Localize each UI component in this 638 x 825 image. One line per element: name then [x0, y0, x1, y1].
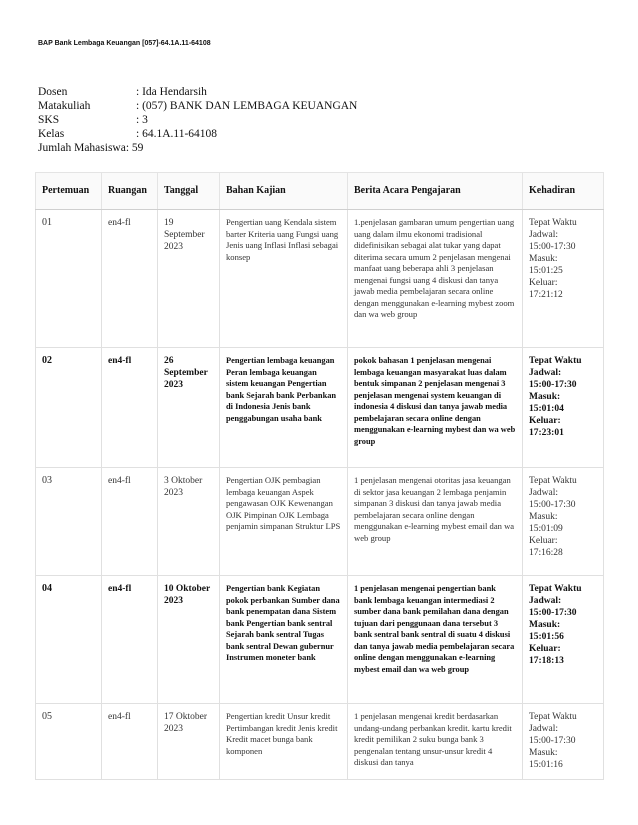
- table-row: [36, 348, 604, 468]
- cell-bahan-kajian: Pengertian kredit Unsur kredit Pertimbangan kredit Jenis kredit Kredit macet bunga bank komponen: [220, 704, 348, 780]
- cell-tanggal: 10 Oktober 2023: [158, 576, 220, 704]
- kehadiran-jadwal-value: 15:00-17:30: [529, 736, 576, 746]
- kehadiran-status: Tepat Waktu: [529, 218, 577, 228]
- table-row: [36, 576, 604, 704]
- cell-berita-acara: [348, 576, 523, 704]
- cell-kehadiran: [523, 468, 604, 576]
- meta-label: Kelas: [38, 128, 65, 140]
- cell-ruangan: en4-fl: [102, 576, 158, 704]
- cell-kehadiran: [523, 210, 604, 348]
- cell-berita-acara: 1.penjelasan gambaran umum pengertian uang uang dalam ilmu ekonomi tradisional didefinisikan sebagai alat tukar yang dapat diterima secara umum 2 penjelasan mengenai manfaat uang beberapa ahli 3 penjelasan mengenai fungsi uang 4 diskusi dan tanya jawab media pembelajaran secara online dengan menggunakan e-learning mybest zoom dan wa web group: [348, 210, 523, 348]
- kehadiran-keluar-value: 17:23:01: [529, 428, 564, 438]
- kehadiran-keluar-value: 17:21:12: [529, 290, 563, 300]
- table-row: [36, 704, 604, 780]
- kehadiran-jadwal-label: Jadwal:: [529, 488, 559, 498]
- kehadiran-keluar-label: Keluar:: [529, 536, 558, 546]
- kehadiran-keluar-label: Keluar:: [529, 644, 561, 654]
- kehadiran-masuk-label: Masuk:: [529, 254, 558, 264]
- attendance-table: [35, 172, 604, 780]
- cell-bahan-kajian: Pengertian OJK pembagian lembaga keuangan Aspek pengawasan OJK Kewenangan OJK Pimpinan OJK Lembaga penjamin simpanan Struktur LPS: [220, 468, 348, 576]
- cell-ruangan: en4-fl: [102, 210, 158, 348]
- kehadiran-masuk-value: 15:01:16: [529, 760, 563, 770]
- cell-pertemuan: 04: [36, 576, 102, 704]
- bahan-text: Pengertian bank Kegiatan pokok perbankan Sumber dana bank penempatan dana Sistem bank Pengertian bank sentral Sejarah bank sentral Tugas bank sentral Dewan gubernur Instrumen moneter bank: [226, 584, 340, 662]
- cell-ruangan: en4-fl: [102, 348, 158, 468]
- kehadiran-masuk-value: 15:01:09: [529, 524, 563, 534]
- kehadiran-masuk-label: Masuk:: [529, 748, 558, 758]
- column-header-berita-acara: Berita Acara Pengajaran: [348, 173, 523, 210]
- kehadiran-masuk-label: Masuk:: [529, 392, 561, 402]
- meta-row-dosen: [38, 85, 357, 99]
- kehadiran-masuk-label: Masuk:: [529, 620, 561, 630]
- table-header-row: [36, 173, 604, 210]
- kehadiran-status: Tepat Waktu: [529, 356, 582, 366]
- kehadiran-keluar-value: 17:16:28: [529, 548, 563, 558]
- kehadiran-keluar-label: Keluar:: [529, 416, 561, 426]
- meta-value: : 59: [125, 142, 144, 154]
- cell-pertemuan: 03: [36, 468, 102, 576]
- cell-berita-acara: 1 penjelasan mengenai kredit berdasarkan undang-undang perbankan kredit. kartu kredit kredit pemilikan 2 suku bunga bank 3 pengenalan tentang unsur-unsur kredit 4 diskusi dan tanya: [348, 704, 523, 780]
- cell-pertemuan: 05: [36, 704, 102, 780]
- cell-kehadiran: [523, 348, 604, 468]
- column-header-tanggal: Tanggal: [158, 173, 220, 210]
- meta-row-sks: [38, 113, 357, 127]
- kehadiran-jadwal-label: Jadwal:: [529, 368, 562, 378]
- meta-row-kelas: [38, 127, 357, 141]
- kehadiran-masuk-value: 15:01:04: [529, 404, 564, 414]
- table-row: [36, 210, 604, 348]
- kehadiran-jadwal-value: 15:00-17:30: [529, 242, 576, 252]
- kehadiran-masuk-value: 15:01:56: [529, 632, 564, 642]
- document-header: BAP Bank Lembaga Keuangan [057]-64.1A.11-64108: [38, 40, 211, 47]
- column-header-kehadiran: Kehadiran: [523, 173, 604, 210]
- kehadiran-masuk-label: Masuk:: [529, 512, 558, 522]
- course-info: [38, 85, 357, 155]
- meta-value: : Ida Hendarsih: [136, 86, 207, 98]
- cell-tanggal: 19 September 2023: [158, 210, 220, 348]
- kehadiran-jadwal-value: 15:00-17:30: [529, 608, 577, 618]
- cell-ruangan: en4-fl: [102, 468, 158, 576]
- column-header-ruangan: Ruangan: [102, 173, 158, 210]
- cell-bahan-kajian: Pengertian uang Kendala sistem barter Kriteria uang Fungsi uang Jenis uang Inflasi Inflasi sebagai konsep: [220, 210, 348, 348]
- meta-row-jumlah-mahasiswa: [38, 141, 357, 155]
- cell-berita-acara: 1 penjelasan mengenai otoritas jasa keuangan di sektor jasa keuangan 2 lembaga penjamin simpanan 3 diskusi dan tanya jawab media pembelajaran secara online dengan menggunakan e-learning mybest email dan wa web group: [348, 468, 523, 576]
- berita-text: 1 penjelasan mengenai pengertian bank bank lembaga keuangan intermediasi 2 sumber dana bank pemilahan dana dengan tujuan dari penggunaan dana tersebut 3 bank sentral bank sentral di suatu 4 diskusi dan tanya jawab media pembelajaran secara online dengan menggunakan e-learning mybest email dan wa web group: [354, 584, 515, 674]
- kehadiran-keluar-label: Keluar:: [529, 278, 558, 288]
- meta-row-matakuliah: [38, 99, 357, 113]
- kehadiran-status: Tepat Waktu: [529, 476, 577, 486]
- kehadiran-jadwal-value: 15:00-17:30: [529, 500, 576, 510]
- kehadiran-status: Tepat Waktu: [529, 584, 582, 594]
- meta-value: : (057) BANK DAN LEMBAGA KEUANGAN: [136, 100, 358, 112]
- kehadiran-jadwal-value: 15:00-17:30: [529, 380, 577, 390]
- kehadiran-keluar-value: 17:18:13: [529, 656, 564, 666]
- cell-tanggal: 3 Oktober 2023: [158, 468, 220, 576]
- meta-value: : 3: [136, 114, 148, 126]
- cell-bahan-kajian: [220, 348, 348, 468]
- cell-bahan-kajian: [220, 576, 348, 704]
- cell-tanggal: 26 September 2023: [158, 348, 220, 468]
- berita-text: pokok bahasan 1 penjelasan mengenai lembaga keuangan masyarakat luas dalam bentuk simpanan 2 penjelasan mengenai 3 penjelasan mengenai system keuangan di indonesia 4 diskusi dan tanya jawab media pembelajaran secara online dengan menggunakan e-learning mybest dan wa web group: [354, 356, 516, 446]
- column-header-pertemuan: Pertemuan: [36, 173, 102, 210]
- kehadiran-jadwal-label: Jadwal:: [529, 724, 559, 734]
- cell-pertemuan: 02: [36, 348, 102, 468]
- bahan-text: Pengertian lembaga keuangan Peran lembaga keuangan sistem keuangan Pengertian bank Sejarah bank Perbankan di Indonesia Jenis bank penggabungan usaha bank: [226, 356, 337, 423]
- meta-label: Jumlah Mahasiswa: [38, 142, 126, 154]
- meta-value: : 64.1A.11-64108: [136, 128, 218, 140]
- kehadiran-jadwal-label: Jadwal:: [529, 596, 562, 606]
- column-header-bahan-kajian: Bahan Kajian: [220, 173, 348, 210]
- cell-kehadiran: [523, 576, 604, 704]
- cell-tanggal: 17 Oktober 2023: [158, 704, 220, 780]
- table-row: [36, 468, 604, 576]
- cell-ruangan: en4-fl: [102, 704, 158, 780]
- cell-berita-acara: [348, 348, 523, 468]
- meta-label: Dosen: [38, 86, 68, 98]
- meta-label: Matakuliah: [38, 100, 91, 112]
- kehadiran-jadwal-label: Jadwal:: [529, 230, 559, 240]
- meta-label: SKS: [38, 114, 60, 126]
- kehadiran-status: Tepat Waktu: [529, 712, 577, 722]
- cell-pertemuan: 01: [36, 210, 102, 348]
- cell-kehadiran: [523, 704, 604, 780]
- kehadiran-masuk-value: 15:01:25: [529, 266, 563, 276]
